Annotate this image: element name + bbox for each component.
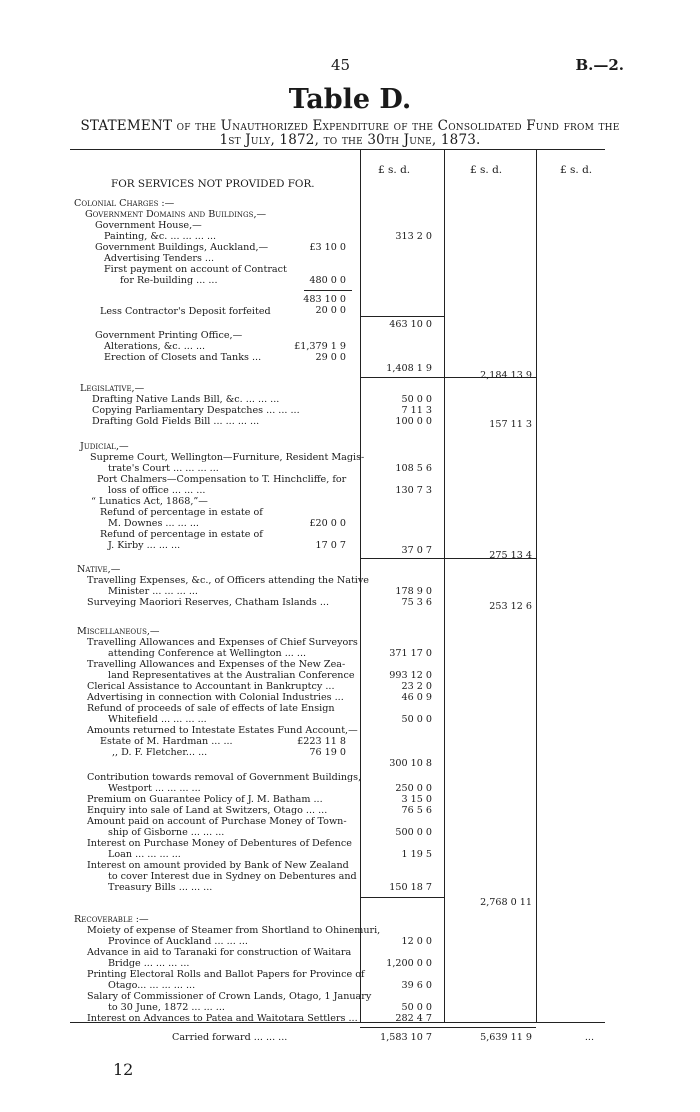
section-heading: FOR SERVICES NOT PROVIDED FOR. [111, 178, 315, 190]
statement-subtitle-line1: STATEMENT of the Unauthorized Expenditure of the Consolidated Fund from the [80, 118, 620, 134]
rule [444, 1027, 536, 1028]
col1-amount: 23 2 0 [401, 681, 432, 692]
line-item: Drafting Gold Fields Bill ... ... ... ... [92, 416, 260, 427]
line-item: Clerical Assistance to Accountant in Bankruptcy ... [87, 681, 335, 692]
col1-amount: 250 0 0 [395, 783, 432, 794]
line-item: Province of Auckland ... ... ... [108, 936, 248, 947]
line-item: to 30 June, 1872 ... ... ... [108, 1002, 225, 1013]
col3-carried-forward: ... [584, 1032, 594, 1043]
table-title: Table D. [288, 84, 412, 115]
line-item: First payment on account of Contract [104, 264, 287, 275]
line-item: Erection of Closets and Tanks ... [104, 352, 262, 363]
col1-amount: 12 0 0 [401, 936, 432, 947]
line-item: Contribution towards removal of Government Buildings, [87, 772, 362, 783]
col1-amount: 100 0 0 [395, 416, 432, 427]
line-item: Port Chalmers—Compensation to T. Hinchcliffe, for [97, 474, 347, 485]
col1-amount: 39 6 0 [401, 980, 432, 991]
col1-amount: 108 5 6 [395, 463, 432, 474]
col1-amount: 178 9 0 [395, 586, 432, 597]
line-item: Salary of Commissioner of Crown Lands, Otago, 1 January [87, 991, 372, 1002]
category-judicial: Judicial,— [80, 441, 129, 452]
col2-amount: 275 13 4 [489, 550, 532, 561]
line-item: Amounts returned to Intestate Estates Fund Account,— [87, 725, 358, 736]
col2-amount: 2,184 13 9 [480, 370, 532, 381]
line-item: Loan ... ... ... ... [108, 849, 181, 860]
line-item: Government Buildings, Auckland,— [95, 242, 269, 253]
line-item: Copying Parliamentary Despatches ... ... ... [92, 405, 300, 416]
line-item: Advance in aid to Taranaki for construction of Waitara [87, 947, 352, 958]
line-item: Interest on Advances to Patea and Waitotara Settlers ... [87, 1013, 358, 1024]
inner-amount: £1,379 1 9 [294, 341, 346, 352]
col1-amount: 463 10 0 [389, 319, 432, 330]
line-item: Advertising in connection with Colonial Industries ... [87, 692, 344, 703]
col1-amount: 993 12 0 [389, 670, 432, 681]
col1-amount: 300 10 8 [389, 758, 432, 769]
col2-amount: 253 12 6 [489, 601, 532, 612]
col1-amount: 75 3 6 [401, 597, 432, 608]
col1-amount: 7 11 3 [401, 405, 432, 416]
col1-carried-forward: 1,583 10 7 [380, 1032, 432, 1043]
category-miscellaneous: Miscellaneous,— [77, 626, 160, 637]
line-item: Premium on Guarantee Policy of J. M. Batham ... [87, 794, 323, 805]
rule [360, 1027, 444, 1028]
col3-currency-header: £ s. d. [560, 164, 593, 176]
rule [304, 290, 352, 291]
line-item: Refund of percentage in estate of [100, 529, 263, 540]
subcategory: Government Domains and Buildings,— [85, 209, 267, 220]
carried-forward-label: Carried forward ... ... ... [172, 1032, 288, 1043]
line-item: “ Lunatics Act, 1868,”— [91, 496, 208, 507]
line-item: loss of office ... ... ... [108, 485, 206, 496]
line-item: Refund of percentage in estate of [100, 507, 263, 518]
line-item: Interest on Purchase Money of Debentures of Defence [87, 838, 352, 849]
line-item: Estate of M. Hardman ... ... [100, 736, 233, 747]
col1-amount: 3 15 0 [401, 794, 432, 805]
column-divider [536, 149, 537, 1022]
line-item: Travelling Allowances and Expenses of the New Zea- [87, 659, 346, 670]
category-colonial-charges: Colonial Charges :— [74, 198, 175, 209]
category-native: Native,— [77, 564, 121, 575]
line-item: Government Printing Office,— [95, 330, 243, 341]
footer-number: 12 [113, 1060, 134, 1079]
document-reference: B.—2. [575, 56, 624, 74]
inner-amount: 17 0 7 [315, 540, 346, 551]
line-item: M. Downes ... ... ... [108, 518, 199, 529]
line-item: to cover Interest due in Sydney on Debentures and [108, 871, 357, 882]
line-item: Travelling Expenses, &c., of Officers attending the Native [87, 575, 369, 586]
line-item: Drafting Native Lands Bill, &c. ... ... ... [92, 394, 280, 405]
col1-amount: 371 17 0 [389, 648, 432, 659]
col1-amount: 76 5 6 [401, 805, 432, 816]
category-recoverable: Recoverable :— [74, 914, 149, 925]
line-item: attending Conference at Wellington ... ... [108, 648, 307, 659]
inner-amount: £3 10 0 [309, 242, 346, 253]
col1-amount: 1,408 1 9 [386, 363, 432, 374]
col1-amount: 1 19 5 [401, 849, 432, 860]
line-item: Amount paid on account of Purchase Money of Town- [87, 816, 347, 827]
col1-amount: 37 0 7 [401, 545, 432, 556]
inner-amount: 483 10 0 [303, 294, 346, 305]
line-item: Less Contractor's Deposit forfeited [100, 306, 271, 317]
inner-amount: 480 0 0 [309, 275, 346, 286]
line-item: Otago... ... ... ... ... [108, 980, 196, 991]
category-legislative: Legislative,— [80, 383, 145, 394]
line-item: Surveying Maoriori Reserves, Chatham Islands ... [87, 597, 330, 608]
col1-amount: 282 4 7 [395, 1013, 432, 1024]
rule [360, 897, 444, 898]
line-item: Moiety of expense of Steamer from Shortland to Ohinemuri, [87, 925, 381, 936]
line-item: land Representatives at the Australian Conference [108, 670, 355, 681]
line-item: Interest on amount provided by Bank of New Zealand [87, 860, 349, 871]
line-item: ,, D. F. Fletcher... ... [112, 747, 208, 758]
line-item: Whitefield ... ... ... ... [108, 714, 207, 725]
inner-amount: 20 0 0 [315, 305, 346, 316]
line-item: Painting, &c. ... ... ... ... [104, 231, 217, 242]
line-item: Refund of proceeds of sale of effects of late Ensign [87, 703, 335, 714]
line-item: Advertising Tenders ... [104, 253, 215, 264]
col1-amount: 130 7 3 [395, 485, 432, 496]
line-item: trate's Court ... ... ... ... [108, 463, 219, 474]
line-item: Government House,— [95, 220, 202, 231]
line-item: for Re-building ... ... [120, 275, 218, 286]
col1-amount: 150 18 7 [389, 882, 432, 893]
col1-amount: 1,200 0 0 [386, 958, 432, 969]
inner-amount: 29 0 0 [315, 352, 346, 363]
column-divider [444, 149, 445, 1022]
line-item: Enquiry into sale of Land at Switzers, Otago ... ... [87, 805, 328, 816]
col1-amount: 50 0 0 [401, 394, 432, 405]
line-item: Travelling Allowances and Expenses of Chief Surveyors [87, 637, 358, 648]
page-number: 45 [331, 56, 351, 74]
line-item: ship of Gisborne ... ... ... [108, 827, 225, 838]
col1-amount: 50 0 0 [401, 714, 432, 725]
col1-amount: 313 2 0 [395, 231, 432, 242]
col1-amount: 50 0 0 [401, 1002, 432, 1013]
inner-amount: 76 19 0 [309, 747, 346, 758]
inner-amount: £20 0 0 [309, 518, 346, 529]
col2-amount: 157 11 3 [489, 419, 532, 430]
line-item: Supreme Court, Wellington—Furniture, Resident Magis- [90, 452, 365, 463]
line-item: Bridge ... ... ... ... [108, 958, 190, 969]
line-item: J. Kirby ... ... ... [108, 540, 181, 551]
inner-amount: £223 11 8 [297, 736, 346, 747]
col1-amount: 500 0 0 [395, 827, 432, 838]
rule [360, 316, 444, 317]
statement-subtitle-line2: 1st July, 1872, to the 30th June, 1873. [219, 132, 481, 148]
col1-amount: 46 0 9 [401, 692, 432, 703]
line-item: Westport ... ... ... ... [108, 783, 201, 794]
col2-carried-forward: 5,639 11 9 [480, 1032, 532, 1043]
line-item: Printing Electoral Rolls and Ballot Papers for Province of [87, 969, 365, 980]
line-item: Alterations, &c. ... ... [104, 341, 206, 352]
line-item: Treasury Bills ... ... ... [108, 882, 213, 893]
line-item: Minister ... ... ... ... [108, 586, 198, 597]
col1-currency-header: £ s. d. [378, 164, 411, 176]
col2-amount: 2,768 0 11 [480, 897, 532, 908]
col2-currency-header: £ s. d. [470, 164, 503, 176]
